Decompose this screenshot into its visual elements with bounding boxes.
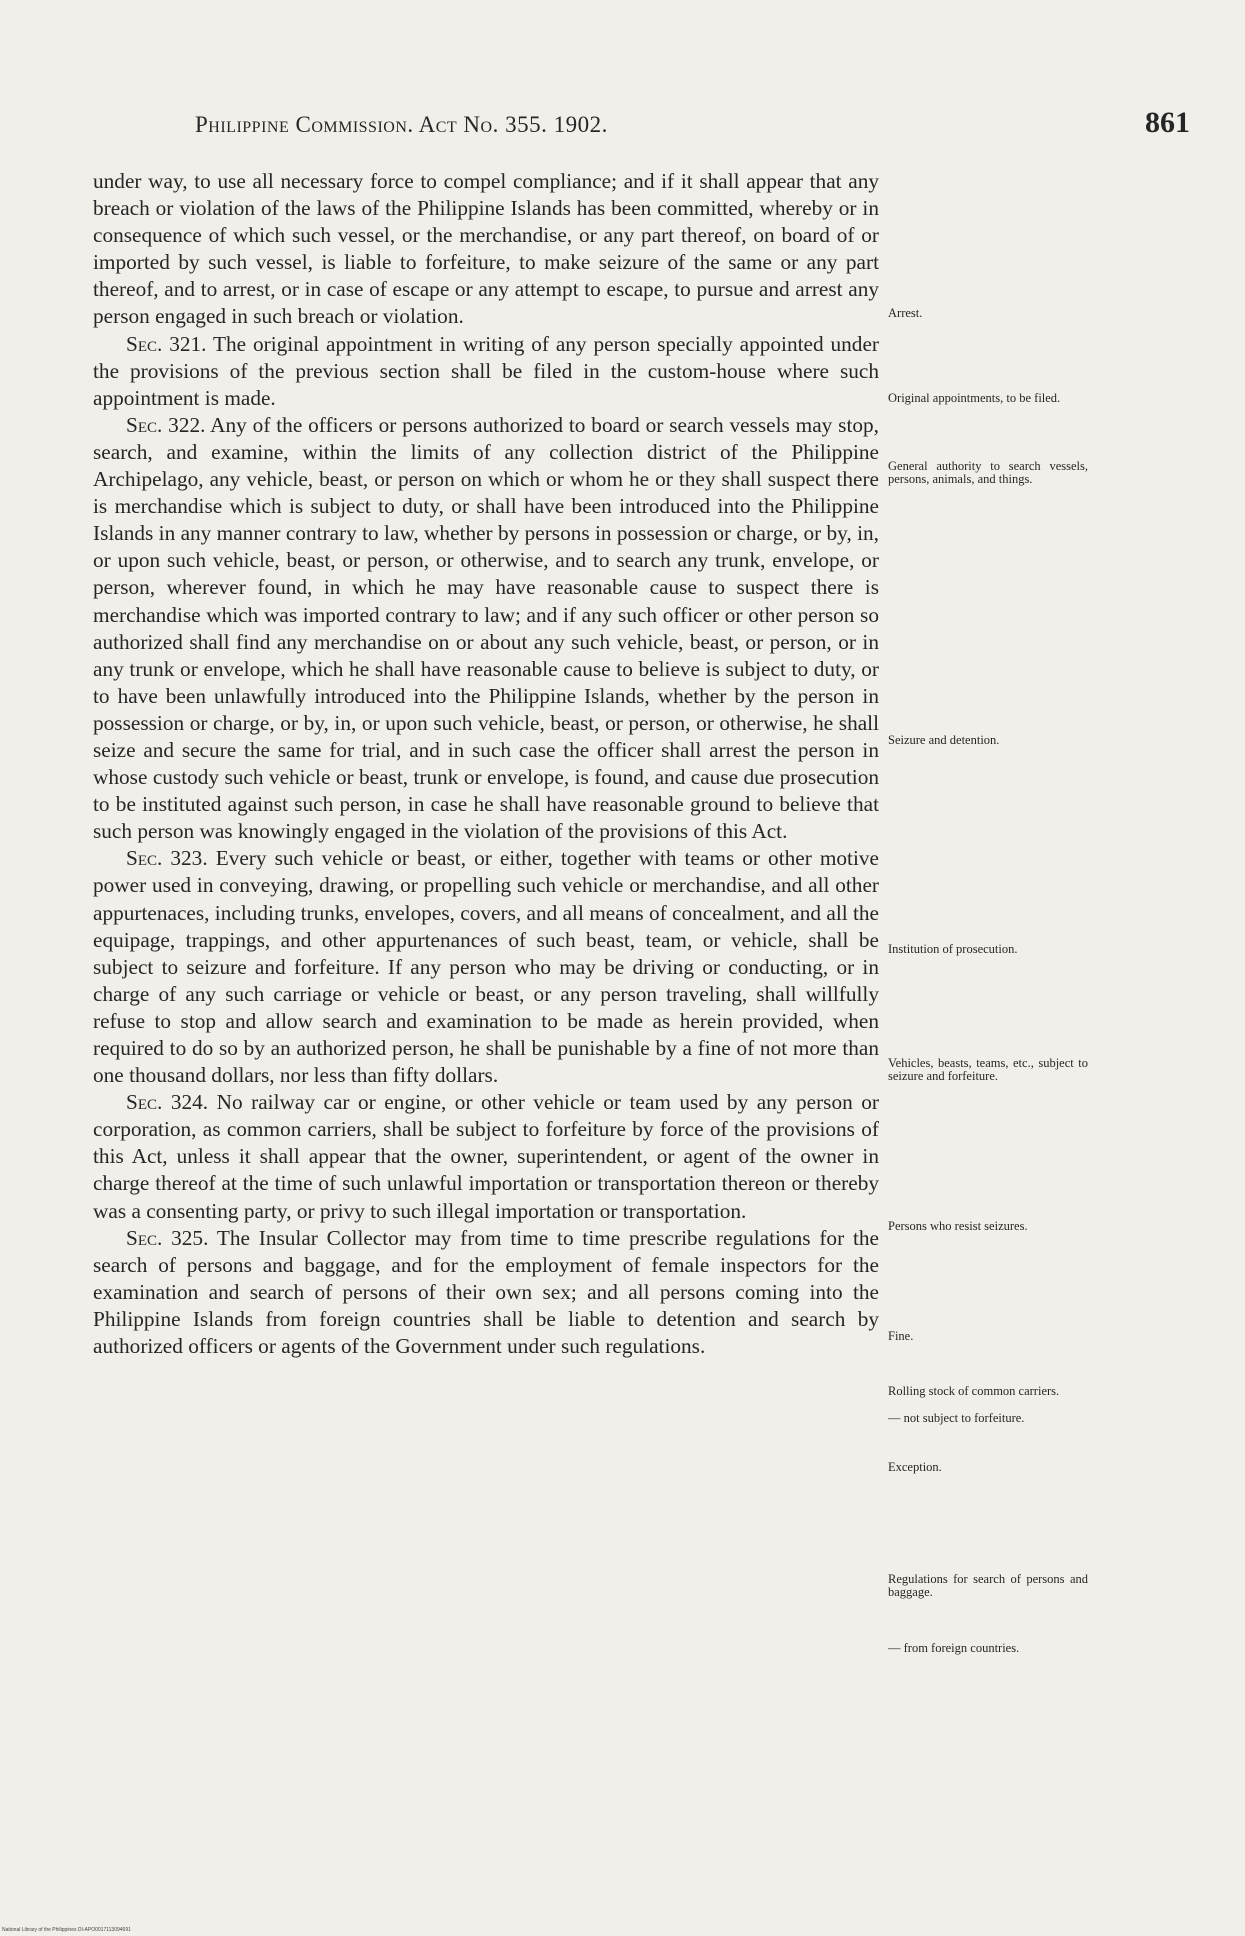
margin-note-rolling-stock: Rolling stock of common carriers. [888,1384,1060,1398]
paragraph-text: Every such vehicle or beast, or either, together with teams or other motive power used in conveying, drawing, or propelling such vehicle or merchandise, and all other appurtenaces, including trunks, envelopes, covers, and all means of concealment, and all the equipage, trappings, and other appurtenances of such beast, team, or vehicle, shall be subject to seizure and forfeiture. If any person who may be driving or conducting, or in charge of any such carriage or vehicle or beast, or any person traveling, shall willfully refuse to stop and allow search and examination to be made as herein provided, when required to do so by an authorized person, he shall be punishable by a fine of not more than one thousand dollars, nor less than fifty dollars. [93,846,879,1088]
margin-note-fine: Fine. [888,1329,914,1343]
margin-note-foreign-countries: — from foreign countries. [888,1641,1020,1655]
footer-watermark: National Library of the Philippines DI-APO0017113094691 [2,1927,131,1933]
section-325 [93,1225,879,1360]
margin-note-not-subject: — not subject to forfeiture. [888,1411,1025,1425]
paragraph-text: under way, to use all necessary force to compel compliance; and if it shall appear that any breach or violation of the laws of the Philippine Islands has been committed, whereby or in consequence of which such vessel, or the merchandise, or any part thereof, on board of or imported by such vessel, is liable to forfeiture, to make seizure of the same or any part thereof, and to arrest, or in case of escape or any attempt to escape, to pursue and arrest any person engaged in such breach or violation. [93,169,879,329]
margin-note-arrest: Arrest. [888,306,923,320]
paragraph-text: The original appointment in writing of any person specially appointed under the provisions of the previous section shall be filed in the custom-house where such appointment is made. [93,331,879,410]
running-head: Philippine Commission. Act No. 355. 1902. [195,112,608,137]
paragraph-text: No railway car or engine, or other vehicle or team used by any person or corporation, as common carriers, shall be subject to forfeiture by force of the provisions of this Act, unless it shall appear that the owner, superintendent, or agent of the owner in charge thereof at the time of such unlawful importation or transportation thereon or thereby was a consenting party, or privy to such illegal importation or transportation. [93,1090,879,1223]
margin-note-vehicles-beasts: Vehicles, beasts, teams, etc., subject to seizure and forfeiture. [888,1056,1088,1083]
margin-note-original-appointments: Original appointments, to be filed. [888,391,1061,405]
section-322 [93,412,879,846]
margin-note-general-authority: General authority to search vessels, persons, animals, and things. [888,459,1088,486]
margin-note-regulations: Regulations for search of persons and baggage. [888,1572,1088,1599]
margin-note-exception: Exception. [888,1460,942,1474]
margin-note-persons-resist: Persons who resist seizures. [888,1219,1028,1233]
section-number: Sec. 321. [126,331,207,356]
paragraph-text: Any of the officers or persons authorized to board or search vessels may stop, search, and examine, within the limits of any collection district of the Philippine Archipelago, any vehicle, beast, or person on which or whom he or they shall suspect there is merchandise which is subject to duty, or shall have been introduced into the Philippine Islands in any manner contrary to law, whether by persons in possession or charge, or by, in, or upon such vehicle, beast, or person, or otherwise, and to search any trunk, envelope, or person, wherever found, in which he may have reasonable cause to suspect there is merchandise which was imported contrary to law; and if any such officer or other person so authorized shall find any merchandise on or about any such vehicle, beast, or person, or in any trunk or envelope, which he shall have reasonable cause to believe is subject to duty, or to have been unlawfully introduced into the Philippine Islands, whether by the person in possession or charge, or by, in, or upon such vehicle, beast, or person, or otherwise, he shall seize and secure the same for trial, and in such case the officer shall arrest the person in whose custody such vehicle or beast, trunk or envelope, is found, and cause due prosecution to be instituted against such person, in case he shall have reasonable ground to believe that such person was knowingly engaged in the violation of the provisions of this Act. [93,412,879,844]
paragraph-text: The Insular Collector may from time to time prescribe regulations for the search of persons and baggage, and for the employment of female inspectors for the examination and search of persons of their own sex; and all persons coming into the Philippine Islands from foreign countries shall be liable to detention and search by authorized officers or agents of the Government under such regulations. [93,1225,879,1359]
paragraph-continuation [93,168,879,331]
page-header [95,106,1190,146]
section-321 [93,331,879,412]
section-number: Sec. 324. [126,1090,209,1115]
body-text [93,168,879,1360]
page-number: 861 [1145,106,1190,139]
margin-note-seizure-detention: Seizure and detention. [888,733,1000,747]
section-323 [93,845,879,1089]
section-number: Sec. 323. [126,846,208,871]
section-324 [93,1089,879,1224]
section-number: Sec. 322. [126,412,206,437]
margin-note-institution-prosecution: Institution of prosecution. [888,942,1018,956]
section-number: Sec. 325. [126,1225,209,1250]
